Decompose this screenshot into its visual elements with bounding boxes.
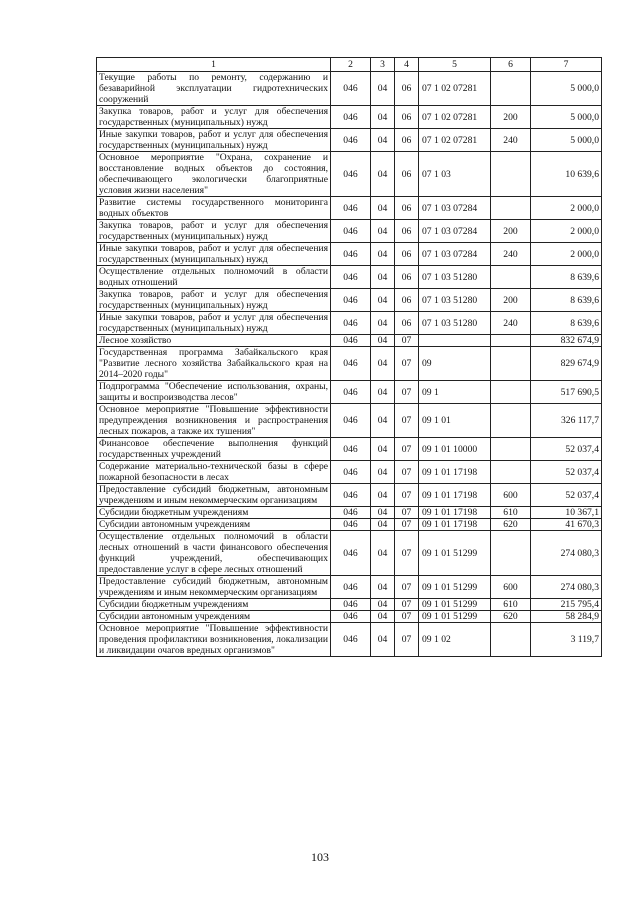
grbs-code: 046 — [331, 507, 371, 519]
subsection-code: 07 — [395, 461, 419, 484]
amount: 832 674,9 — [531, 335, 602, 347]
subsection-code: 07 — [395, 611, 419, 623]
expense-type-code: 240 — [491, 243, 531, 266]
subsection-code: 07 — [395, 531, 419, 576]
grbs-code: 046 — [331, 220, 371, 243]
item-name: Закупка товаров, работ и услуг для обеспечения государственных (муниципальных) нужд — [97, 106, 331, 129]
section-code: 04 — [371, 152, 395, 197]
subsection-code: 07 — [395, 519, 419, 531]
grbs-code: 046 — [331, 438, 371, 461]
expense-type-code: 240 — [491, 129, 531, 152]
expense-type-code: 620 — [491, 611, 531, 623]
item-name: Предоставление субсидий бюджетным, автономным учреждениям и иным некоммерческим организациям — [97, 576, 331, 599]
amount: 326 117,7 — [531, 404, 602, 438]
subsection-code: 07 — [395, 404, 419, 438]
item-name: Основное мероприятие "Повышение эффективности проведения профилактики возникновения, локализации и ликвидации очагов вредных организмов" — [97, 623, 331, 657]
table-row — [97, 72, 602, 106]
expense-type-code — [491, 266, 531, 289]
section-code: 04 — [371, 576, 395, 599]
table-row — [97, 129, 602, 152]
target-article-code: 09 1 01 51299 — [419, 531, 491, 576]
subsection-code: 06 — [395, 220, 419, 243]
expense-type-code: 620 — [491, 519, 531, 531]
target-article-code: 09 1 — [419, 381, 491, 404]
grbs-code: 046 — [331, 312, 371, 335]
table-row — [97, 347, 602, 381]
target-article-code: 07 1 03 07284 — [419, 243, 491, 266]
item-name: Текущие работы по ремонту, содержанию и безаварийной эксплуатации гидротехнических сооружений — [97, 72, 331, 106]
item-name: Субсидии бюджетным учреждениям — [97, 507, 331, 519]
subsection-code: 06 — [395, 266, 419, 289]
item-name: Финансовое обеспечение выполнения функций государственных учреждений — [97, 438, 331, 461]
item-name: Осуществление отдельных полномочий в области водных отношений — [97, 266, 331, 289]
target-article-code: 07 1 03 07284 — [419, 220, 491, 243]
subsection-code: 06 — [395, 152, 419, 197]
amount: 58 284,9 — [531, 611, 602, 623]
expense-type-code — [491, 152, 531, 197]
amount: 829 674,9 — [531, 347, 602, 381]
grbs-code: 046 — [331, 531, 371, 576]
table-row — [97, 507, 602, 519]
expense-type-code — [491, 197, 531, 220]
section-code: 04 — [371, 519, 395, 531]
section-code: 04 — [371, 289, 395, 312]
expense-type-code — [491, 461, 531, 484]
subsection-code: 06 — [395, 289, 419, 312]
table-header-row — [97, 58, 602, 72]
item-name: Субсидии бюджетным учреждениям — [97, 599, 331, 611]
target-article-code: 09 1 01 17198 — [419, 484, 491, 507]
item-name: Содержание материально-технической базы в сфере пожарной безопасности в лесах — [97, 461, 331, 484]
subsection-code: 06 — [395, 197, 419, 220]
table-row — [97, 484, 602, 507]
target-article-code: 07 1 02 07281 — [419, 106, 491, 129]
item-name: Предоставление субсидий бюджетным, автономным учреждениям и иным некоммерческим организациям — [97, 484, 331, 507]
item-name: Субсидии автономным учреждениям — [97, 519, 331, 531]
section-code: 04 — [371, 335, 395, 347]
section-code: 04 — [371, 599, 395, 611]
target-article-code: 09 1 01 — [419, 404, 491, 438]
subsection-code: 07 — [395, 438, 419, 461]
grbs-code: 046 — [331, 335, 371, 347]
table-row — [97, 531, 602, 576]
grbs-code: 046 — [331, 623, 371, 657]
grbs-code: 046 — [331, 289, 371, 312]
amount: 274 080,3 — [531, 576, 602, 599]
header-cell-4: 4 — [395, 58, 419, 72]
header-cell-5: 5 — [419, 58, 491, 72]
table-row — [97, 335, 602, 347]
amount: 8 639,6 — [531, 312, 602, 335]
table-row — [97, 438, 602, 461]
item-name: Развитие системы государственного мониторинга водных объектов — [97, 197, 331, 220]
table-row — [97, 266, 602, 289]
target-article-code — [419, 335, 491, 347]
section-code: 04 — [371, 106, 395, 129]
item-name: Субсидии автономным учреждениям — [97, 611, 331, 623]
subsection-code: 06 — [395, 312, 419, 335]
table-row — [97, 599, 602, 611]
grbs-code: 046 — [331, 404, 371, 438]
header-cell-6: 6 — [491, 58, 531, 72]
target-article-code: 07 1 03 51280 — [419, 266, 491, 289]
expense-type-code — [491, 72, 531, 106]
table-row — [97, 381, 602, 404]
subsection-code: 06 — [395, 243, 419, 266]
table-row — [97, 289, 602, 312]
expense-type-code: 600 — [491, 576, 531, 599]
subsection-code: 06 — [395, 106, 419, 129]
target-article-code: 09 1 01 17198 — [419, 507, 491, 519]
amount: 52 037,4 — [531, 461, 602, 484]
budget-table — [96, 57, 602, 657]
amount: 517 690,5 — [531, 381, 602, 404]
expense-type-code — [491, 531, 531, 576]
expense-type-code — [491, 347, 531, 381]
item-name: Закупка товаров, работ и услуг для обеспечения государственных (муниципальных) нужд — [97, 289, 331, 312]
grbs-code: 046 — [331, 347, 371, 381]
section-code: 04 — [371, 438, 395, 461]
grbs-code: 046 — [331, 519, 371, 531]
table-row — [97, 623, 602, 657]
grbs-code: 046 — [331, 461, 371, 484]
table-row — [97, 519, 602, 531]
section-code: 04 — [371, 461, 395, 484]
target-article-code: 09 1 01 51299 — [419, 611, 491, 623]
item-name: Основное мероприятие "Повышение эффективности предупреждения возникновения и распространения лесных пожаров, а также их тушения" — [97, 404, 331, 438]
table-row — [97, 404, 602, 438]
grbs-code: 046 — [331, 106, 371, 129]
amount: 274 080,3 — [531, 531, 602, 576]
section-code: 04 — [371, 507, 395, 519]
section-code: 04 — [371, 404, 395, 438]
subsection-code: 07 — [395, 484, 419, 507]
subsection-code: 06 — [395, 129, 419, 152]
section-code: 04 — [371, 381, 395, 404]
grbs-code: 046 — [331, 197, 371, 220]
target-article-code: 09 1 01 10000 — [419, 438, 491, 461]
section-code: 04 — [371, 531, 395, 576]
item-name: Подпрограмма "Обеспечение использования, охраны, защиты и воспроизводства лесов" — [97, 381, 331, 404]
item-name: Основное мероприятие "Охрана, сохранение и восстановление водных объектов до состояния, обеспечивающего экологически благоприятные условия жизни населения" — [97, 152, 331, 197]
expense-type-code — [491, 335, 531, 347]
subsection-code: 07 — [395, 381, 419, 404]
grbs-code: 046 — [331, 152, 371, 197]
table-row — [97, 576, 602, 599]
subsection-code: 07 — [395, 335, 419, 347]
header-cell-7: 7 — [531, 58, 602, 72]
amount: 8 639,6 — [531, 289, 602, 312]
item-name: Осуществление отдельных полномочий в области лесных отношений в части финансового обеспечения функций учреждений, обеспечивающих предоставление услуг в сфере лесных отношений — [97, 531, 331, 576]
section-code: 04 — [371, 312, 395, 335]
target-article-code: 09 1 01 51299 — [419, 599, 491, 611]
subsection-code: 07 — [395, 347, 419, 381]
amount: 5 000,0 — [531, 72, 602, 106]
expense-type-code — [491, 404, 531, 438]
amount: 41 670,3 — [531, 519, 602, 531]
target-article-code: 07 1 03 07284 — [419, 197, 491, 220]
expense-type-code: 200 — [491, 289, 531, 312]
target-article-code: 07 1 02 07281 — [419, 72, 491, 106]
grbs-code: 046 — [331, 129, 371, 152]
table-row — [97, 152, 602, 197]
table-row — [97, 106, 602, 129]
section-code: 04 — [371, 347, 395, 381]
item-name: Иные закупки товаров, работ и услуг для обеспечения государственных (муниципальных) нужд — [97, 312, 331, 335]
expense-type-code — [491, 438, 531, 461]
section-code: 04 — [371, 220, 395, 243]
grbs-code: 046 — [331, 599, 371, 611]
subsection-code: 07 — [395, 507, 419, 519]
grbs-code: 046 — [331, 611, 371, 623]
amount: 5 000,0 — [531, 106, 602, 129]
target-article-code: 07 1 02 07281 — [419, 129, 491, 152]
table-row — [97, 312, 602, 335]
amount: 10 639,6 — [531, 152, 602, 197]
item-name: Иные закупки товаров, работ и услуг для обеспечения государственных (муниципальных) нужд — [97, 129, 331, 152]
item-name: Государственная программа Забайкальского края "Развитие лесного хозяйства Забайкальского края на 2014–2020 годы" — [97, 347, 331, 381]
header-cell-1: 1 — [97, 58, 331, 72]
grbs-code: 046 — [331, 72, 371, 106]
expense-type-code: 600 — [491, 484, 531, 507]
subsection-code: 06 — [395, 72, 419, 106]
amount: 52 037,4 — [531, 438, 602, 461]
table-row — [97, 461, 602, 484]
section-code: 04 — [371, 197, 395, 220]
amount: 2 000,0 — [531, 243, 602, 266]
table-row — [97, 611, 602, 623]
grbs-code: 046 — [331, 381, 371, 404]
target-article-code: 07 1 03 51280 — [419, 312, 491, 335]
section-code: 04 — [371, 484, 395, 507]
target-article-code: 07 1 03 — [419, 152, 491, 197]
item-name: Закупка товаров, работ и услуг для обеспечения государственных (муниципальных) нужд — [97, 220, 331, 243]
grbs-code: 046 — [331, 484, 371, 507]
amount: 215 795,4 — [531, 599, 602, 611]
section-code: 04 — [371, 623, 395, 657]
grbs-code: 046 — [331, 576, 371, 599]
table-row — [97, 220, 602, 243]
amount: 10 367,1 — [531, 507, 602, 519]
table-row — [97, 243, 602, 266]
expense-type-code: 610 — [491, 507, 531, 519]
subsection-code: 07 — [395, 599, 419, 611]
amount: 8 639,6 — [531, 266, 602, 289]
section-code: 04 — [371, 72, 395, 106]
target-article-code: 07 1 03 51280 — [419, 289, 491, 312]
grbs-code: 046 — [331, 243, 371, 266]
expense-type-code — [491, 623, 531, 657]
page-number: 103 — [311, 850, 329, 864]
expense-type-code: 200 — [491, 106, 531, 129]
item-name: Лесное хозяйство — [97, 335, 331, 347]
target-article-code: 09 — [419, 347, 491, 381]
table-row — [97, 197, 602, 220]
amount: 5 000,0 — [531, 129, 602, 152]
header-cell-3: 3 — [371, 58, 395, 72]
section-code: 04 — [371, 243, 395, 266]
target-article-code: 09 1 02 — [419, 623, 491, 657]
target-article-code: 09 1 01 17198 — [419, 519, 491, 531]
subsection-code: 07 — [395, 576, 419, 599]
expense-type-code: 200 — [491, 220, 531, 243]
amount: 3 119,7 — [531, 623, 602, 657]
section-code: 04 — [371, 266, 395, 289]
subsection-code: 07 — [395, 623, 419, 657]
expense-type-code: 610 — [491, 599, 531, 611]
expense-type-code — [491, 381, 531, 404]
section-code: 04 — [371, 129, 395, 152]
header-cell-2: 2 — [331, 58, 371, 72]
expense-type-code: 240 — [491, 312, 531, 335]
amount: 2 000,0 — [531, 220, 602, 243]
amount: 2 000,0 — [531, 197, 602, 220]
target-article-code: 09 1 01 51299 — [419, 576, 491, 599]
section-code: 04 — [371, 611, 395, 623]
target-article-code: 09 1 01 17198 — [419, 461, 491, 484]
amount: 52 037,4 — [531, 484, 602, 507]
item-name: Иные закупки товаров, работ и услуг для обеспечения государственных (муниципальных) нужд — [97, 243, 331, 266]
grbs-code: 046 — [331, 266, 371, 289]
